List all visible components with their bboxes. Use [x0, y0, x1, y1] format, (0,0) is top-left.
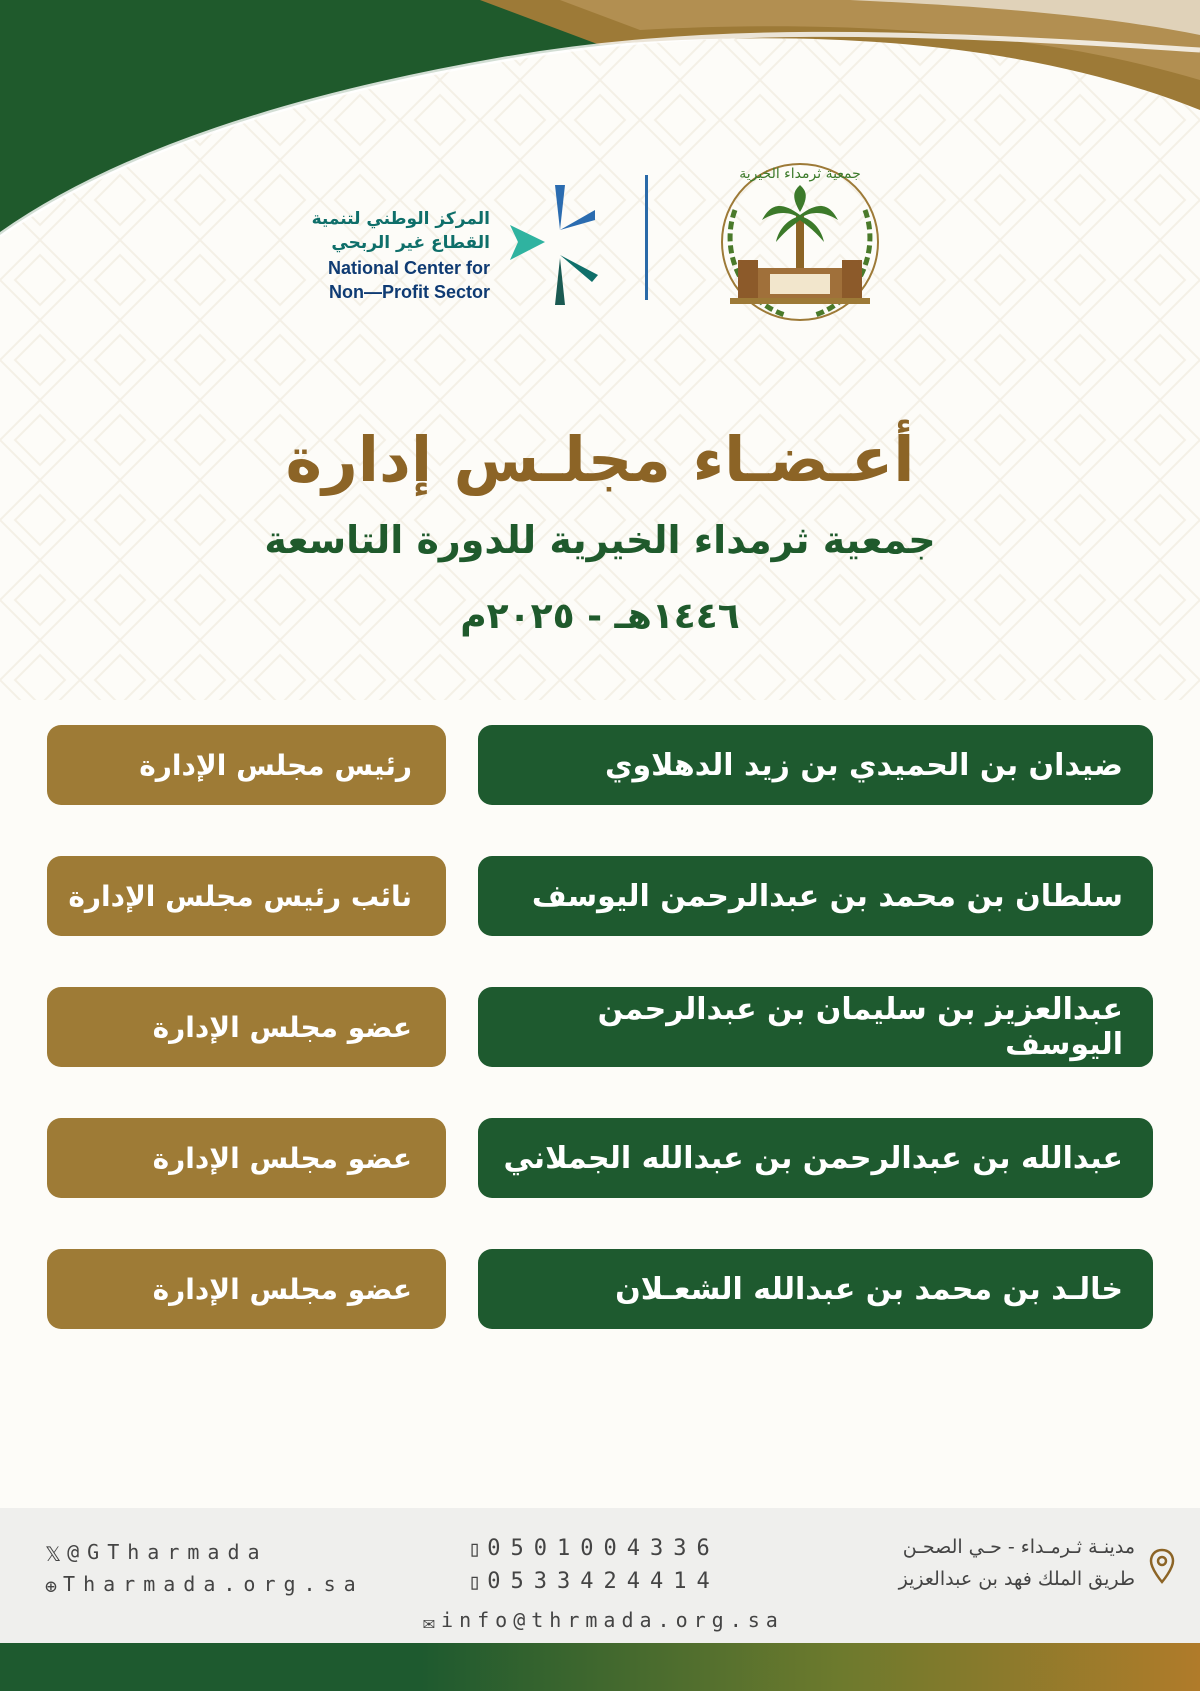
website-link[interactable] — [45, 1572, 364, 1598]
phone-icon: ▯ — [468, 1536, 482, 1562]
member-name: خالـد بن محمد بن عبدالله الشعـلان — [478, 1249, 1153, 1329]
footer-contact — [0, 1508, 1200, 1643]
page-title: أعـضـاء مجلـس إدارة — [285, 423, 915, 496]
address-line1: مدينـة ثـرمـداء - حـي الصحـن — [902, 1536, 1135, 1558]
header-swoosh — [0, 0, 1200, 260]
member-role: عضو مجلس الإدارة — [47, 1249, 446, 1329]
email-link[interactable] — [423, 1608, 784, 1634]
charity-logo-text: جمعية ثرمداء الخيرية — [739, 166, 861, 182]
member-name: سلطان بن محمد بن عبدالرحمن اليوسف — [478, 856, 1153, 936]
phone-2[interactable] — [468, 1569, 720, 1595]
member-role: عضو مجلس الإدارة — [47, 1118, 446, 1198]
ncnp-english-line2: Non—Profit Sector — [328, 282, 490, 302]
x-icon: 𝕏 — [45, 1541, 62, 1566]
phone-1-number: 0501004336 — [487, 1536, 720, 1561]
board-members-list — [0, 725, 1200, 1380]
phone-1[interactable] — [468, 1536, 720, 1562]
member-role: رئيس مجلس الإدارة — [47, 725, 446, 805]
member-row — [0, 987, 1200, 1067]
website-url: Tharmada.org.sa — [63, 1572, 364, 1596]
ncnp-english-line1: National Center for — [327, 258, 490, 278]
twitter-link[interactable] — [45, 1540, 268, 1566]
term-date: ١٤٤٦هـ - ٢٠٢٥م — [460, 596, 740, 637]
member-name: ضيدان بن الحميدي بن زيد الدهلاوي — [478, 725, 1153, 805]
mail-icon: ✉ — [423, 1609, 436, 1634]
member-row — [0, 725, 1200, 805]
location-pin-icon — [1149, 1548, 1175, 1584]
member-row — [0, 1249, 1200, 1329]
page-subtitle: جمعية ثرمداء الخيرية للدورة التاسعة — [264, 518, 936, 562]
email-address: info@thrmada.org.sa — [441, 1608, 784, 1632]
ncnp-logo — [300, 180, 600, 310]
address-line2: طريق الملك فهد بن عبدالعزيز — [898, 1568, 1135, 1590]
footer-bar — [0, 1643, 1200, 1691]
ncnp-arabic-line2: القطاع غير الربحي — [331, 233, 490, 253]
member-role: نائب رئيس مجلس الإدارة — [47, 856, 446, 936]
logo-divider — [645, 175, 648, 300]
ncnp-arabic-line1: المركز الوطني لتنمية — [311, 209, 490, 229]
ncnp-star-icon — [500, 180, 600, 310]
member-name: عبدالله بن عبدالرحمن بن عبدالله الجملاني — [478, 1118, 1153, 1198]
tharmada-charity-logo — [700, 150, 900, 350]
twitter-handle: @GTharmada — [67, 1540, 268, 1564]
phone-2-number: 0533424414 — [487, 1569, 720, 1594]
phone-icon: ▯ — [468, 1569, 482, 1595]
member-row — [0, 856, 1200, 936]
member-row — [0, 1118, 1200, 1198]
member-role: عضو مجلس الإدارة — [47, 987, 446, 1067]
member-name: عبدالعزيز بن سليمان بن عبدالرحمن اليوسف — [478, 987, 1153, 1067]
globe-icon: ⊕ — [45, 1573, 58, 1598]
